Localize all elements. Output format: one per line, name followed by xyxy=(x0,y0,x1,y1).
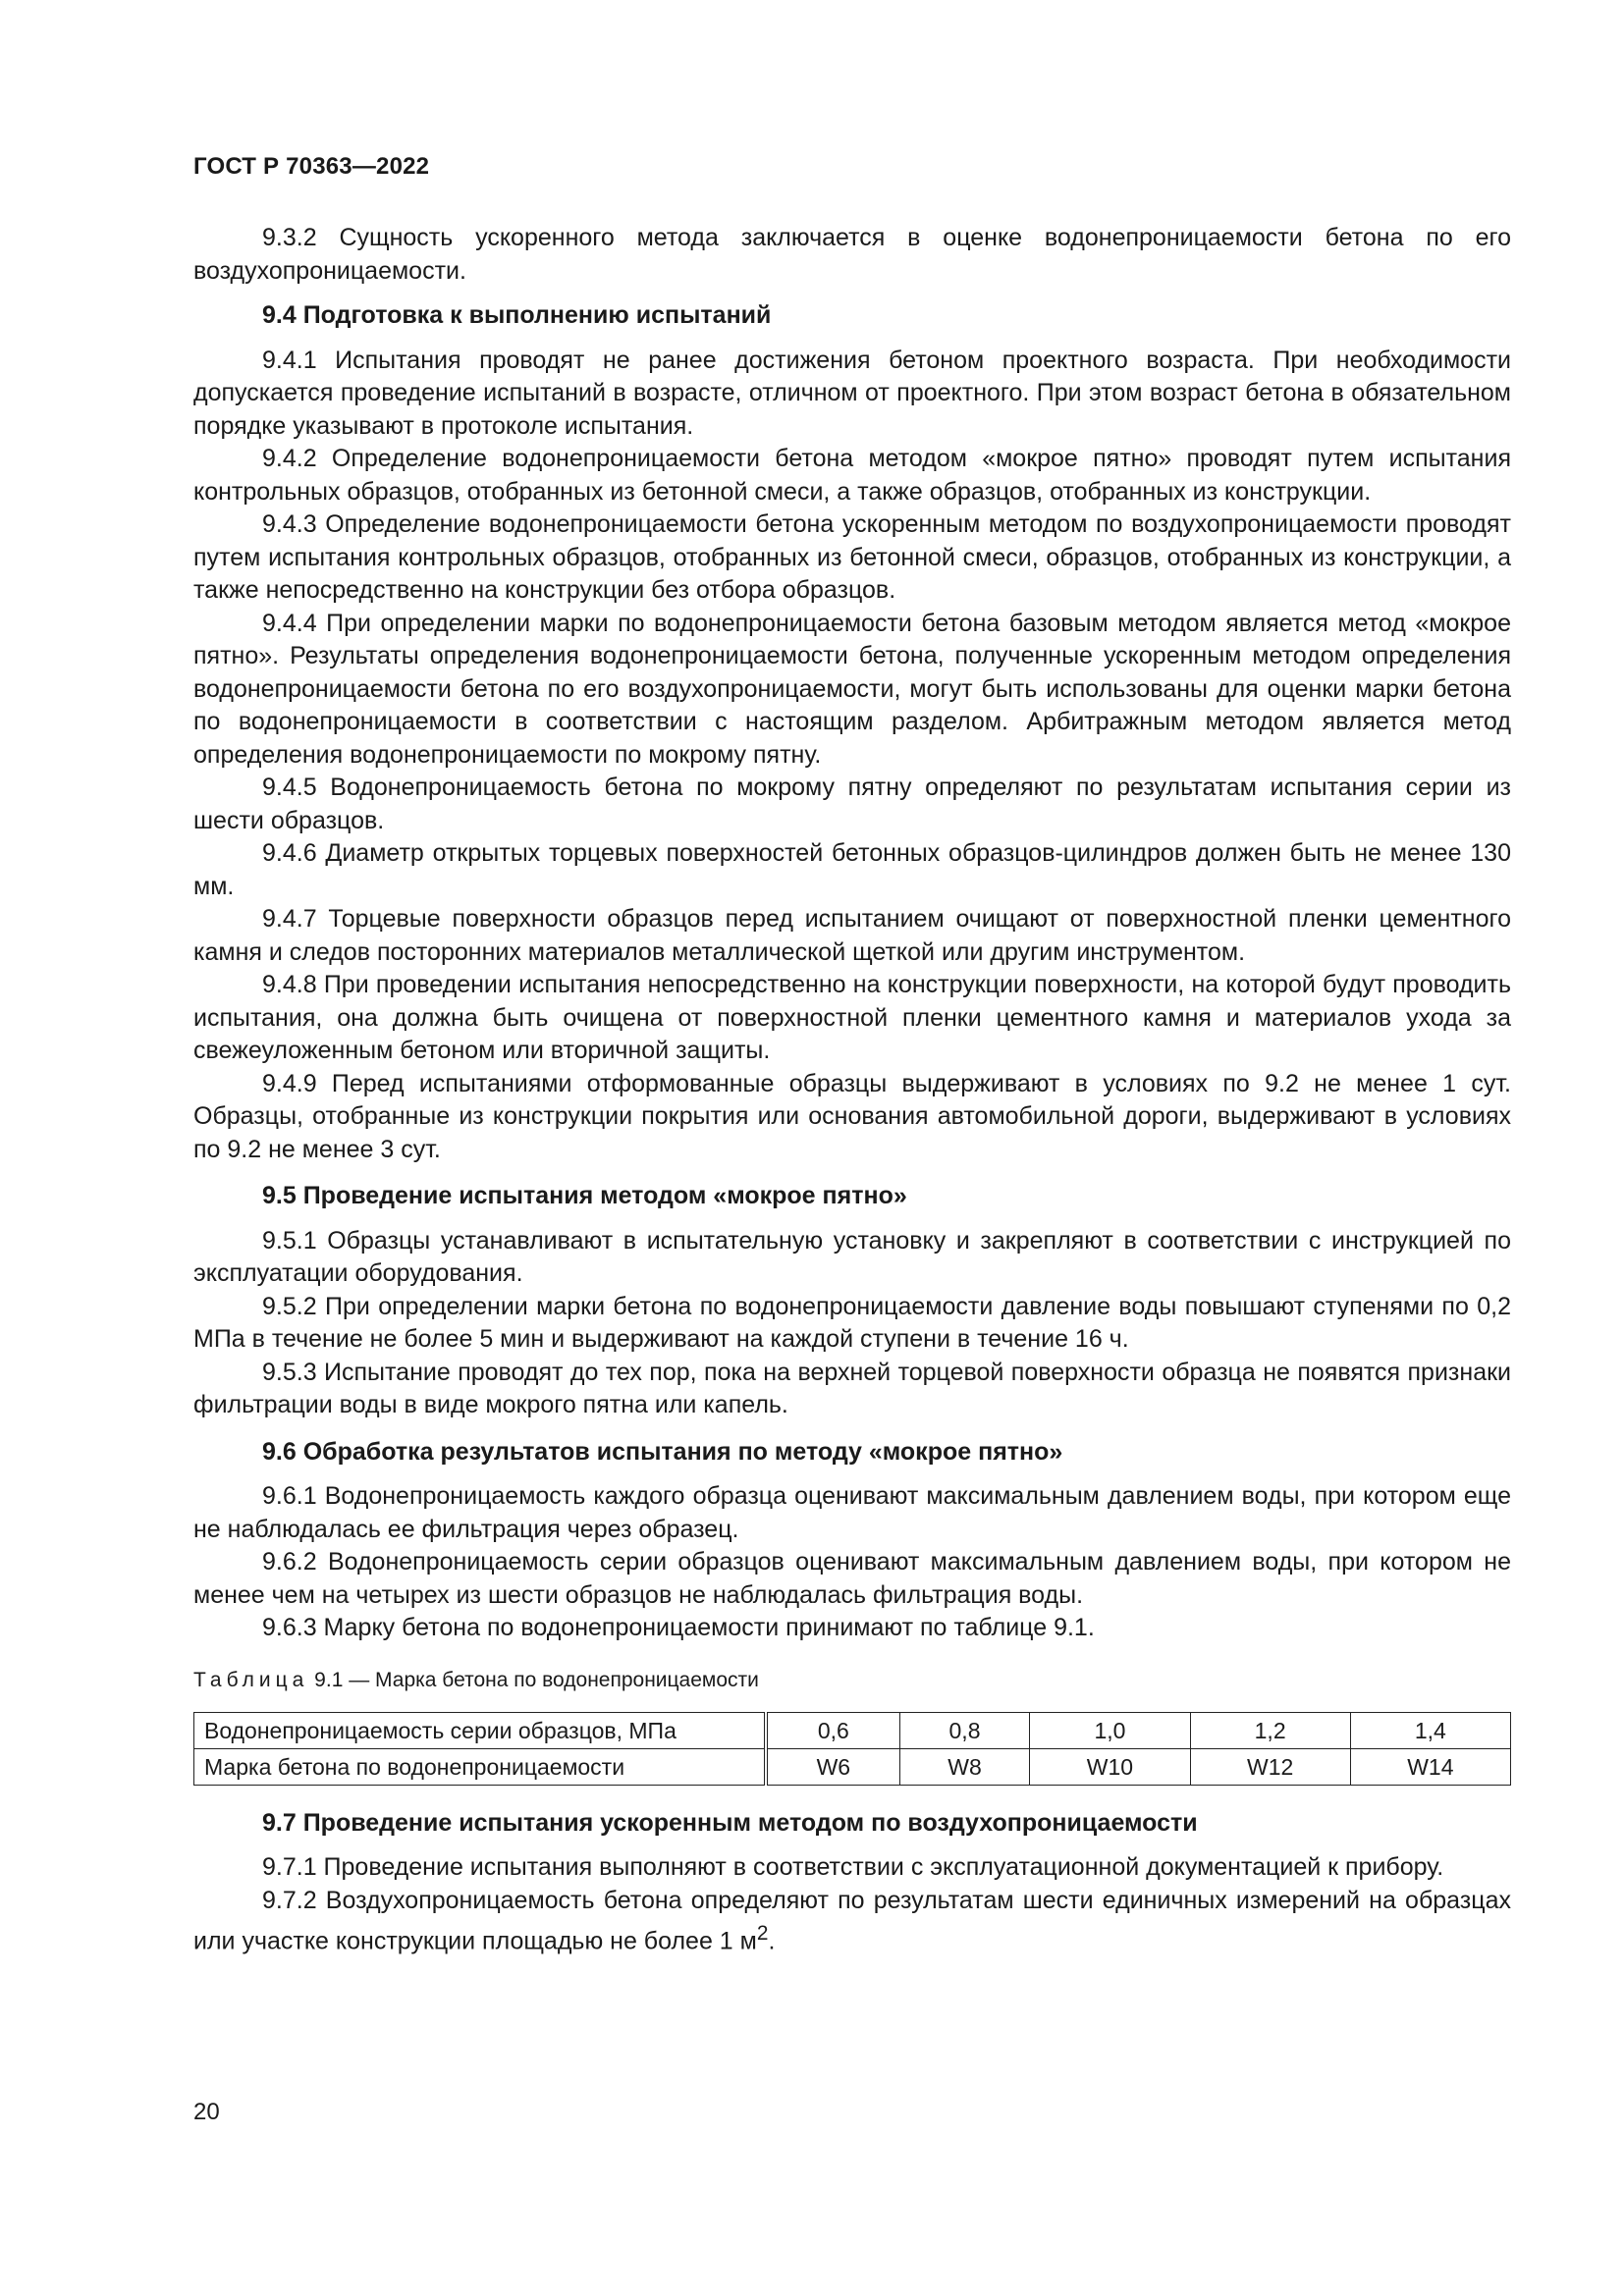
paragraph-9-4-8: 9.4.8 При проведении испытания непосредственно на конструкции поверхности, на которой будут проводить испытания, она должна быть очищена от поверхностной пленки цементного камня и материалов ухода за свежеуложенным бетоном или вторичной защиты. xyxy=(193,971,1511,1064)
paragraph-9-6-3: 9.6.3 Марку бетона по водонепроницаемости принимают по таблице 9.1. xyxy=(262,1614,1095,1641)
table-cell: W12 xyxy=(1190,1748,1350,1785)
heading-9-5: 9.5 Проведение испытания методом «мокрое пятно» xyxy=(262,1182,907,1209)
paragraph-9-7-2 xyxy=(193,1885,1511,1958)
paragraph-9-3-2: 9.3.2 Сущность ускоренного метода заключается в оценке водонепроницаемости бетона по его воздухопроницаемости. xyxy=(193,224,1511,285)
paragraph-9-7-2-end: . xyxy=(768,1927,776,1955)
table-cell: W6 xyxy=(766,1748,899,1785)
table-cell: W8 xyxy=(899,1748,1030,1785)
paragraph-9-4-9: 9.4.9 Перед испытаниями отформованные образцы выдерживают в условиях по 9.2 не менее 1 сут. Образцы, отобранные из конструкции покрытия или основания автомобильной дороги, выдерживают в условиях по 9.2 не менее 3 сут. xyxy=(193,1069,1511,1163)
table-9-1 xyxy=(193,1712,1511,1786)
table-row xyxy=(194,1712,1511,1748)
paragraph-9-4-7: 9.4.7 Торцевые поверхности образцов перед испытанием очищают от поверхностной пленки цементного камня и следов посторонних материалов металлической щеткой или другим инструментом. xyxy=(193,905,1511,966)
paragraph-9-6-2: 9.6.2 Водонепроницаемость серии образцов оценивают максимальным давлением воды, при котором не менее чем на четырех из шести образцов не наблюдалась фильтрация воды. xyxy=(193,1548,1511,1609)
paragraph-9-5-1: 9.5.1 Образцы устанавливают в испытательную установку и закрепляют в соответствии с инструкцией по эксплуатации оборудования. xyxy=(193,1226,1511,1287)
document-header: ГОСТ Р 70363—2022 xyxy=(193,153,430,180)
superscript: 2 xyxy=(756,1922,769,1945)
table-cell: 1,0 xyxy=(1030,1712,1190,1748)
paragraph-9-4-6: 9.4.6 Диаметр открытых торцевых поверхностей бетонных образцов-цилиндров должен быть не менее 130 мм. xyxy=(193,839,1511,900)
heading-9-7: 9.7 Проведение испытания ускоренным методом по воздухопроницаемости xyxy=(262,1808,1198,1837)
paragraph-9-5-3: 9.5.3 Испытание проводят до тех пор, пока на верхней торцевой поверхности образца не появятся признаки фильтрации воды в виде мокрого пятна или капель. xyxy=(193,1358,1511,1418)
table-caption-word: Таблица xyxy=(193,1668,309,1691)
paragraph-9-7-2-text: 9.7.2 Воздухопроницаемость бетона определяют по результатам шести единичных измерений на образцах или участке конструкции площадью не более 1 м xyxy=(193,1886,1511,1955)
table-row-label: Водонепроницаемость серии образцов, МПа xyxy=(194,1712,767,1748)
paragraph-9-4-3: 9.4.3 Определение водонепроницаемости бетона ускоренным методом по воздухопроницаемости проводят путем испытания контрольных образцов, отобранных из бетонной смеси, образцов, отобранных из конструкции, а также непосредственно на конструкции без отбора образцов. xyxy=(193,510,1511,604)
table-caption xyxy=(193,1667,1511,1694)
table-cell: 0,8 xyxy=(899,1712,1030,1748)
table-row-label: Марка бетона по водонепроницаемости xyxy=(194,1748,767,1785)
table-cell: W14 xyxy=(1350,1748,1510,1785)
heading-9-4: 9.4 Подготовка к выполнению испытаний xyxy=(262,301,772,329)
paragraph-9-4-4: 9.4.4 При определении марки по водонепроницаемости бетона базовым методом является метод «мокрое пятно». Результаты определения водонепроницаемости бетона, полученные ускоренным методом определения водонепроницаемости бетона по его воздухопроницаемости, могут быть использованы для оценки марки бетона по водонепроницаемости в соответствии с настоящим разделом. Арбитражным методом является метод определения водонепроницаемости по мокрому пятну. xyxy=(193,609,1511,769)
table-cell: 1,4 xyxy=(1350,1712,1510,1748)
table-caption-text: 9.1 — Марка бетона по водонепроницаемости xyxy=(308,1668,759,1691)
page-number: 20 xyxy=(193,2099,220,2125)
paragraph-9-4-2: 9.4.2 Определение водонепроницаемости бетона методом «мокрое пятно» проводят путем испытания контрольных образцов, отобранных из бетонной смеси, а также образцов, отобранных из конструкции. xyxy=(193,445,1511,506)
paragraph-9-4-1: 9.4.1 Испытания проводят не ранее достижения бетоном проектного возраста. При необходимости допускается проведение испытаний в возрасте, отличном от проектного. При этом возраст бетона в обязательном порядке указывают в протоколе испытания. xyxy=(193,346,1511,440)
paragraph-9-5-2: 9.5.2 При определении марки бетона по водонепроницаемости давление воды повышают ступенями по 0,2 МПа в течение не более 5 мин и выдерживают на каждой ступени в течение 16 ч. xyxy=(193,1292,1511,1353)
heading-9-6: 9.6 Обработка результатов испытания по методу «мокрое пятно» xyxy=(262,1437,1063,1466)
table-cell: W10 xyxy=(1030,1748,1190,1785)
page-content xyxy=(193,222,1511,1958)
paragraph-9-4-5: 9.4.5 Водонепроницаемость бетона по мокрому пятну определяют по результатам испытания серии из шести образцов. xyxy=(193,774,1511,834)
table-cell: 1,2 xyxy=(1190,1712,1350,1748)
paragraph-9-7-1: 9.7.1 Проведение испытания выполняют в соответствии с эксплуатационной документацией к прибору. xyxy=(262,1853,1444,1881)
table-cell: 0,6 xyxy=(766,1712,899,1748)
table-row xyxy=(194,1748,1511,1785)
paragraph-9-6-1: 9.6.1 Водонепроницаемость каждого образца оценивают максимальным давлением воды, при котором еще не наблюдалась ее фильтрация через образец. xyxy=(193,1482,1511,1543)
